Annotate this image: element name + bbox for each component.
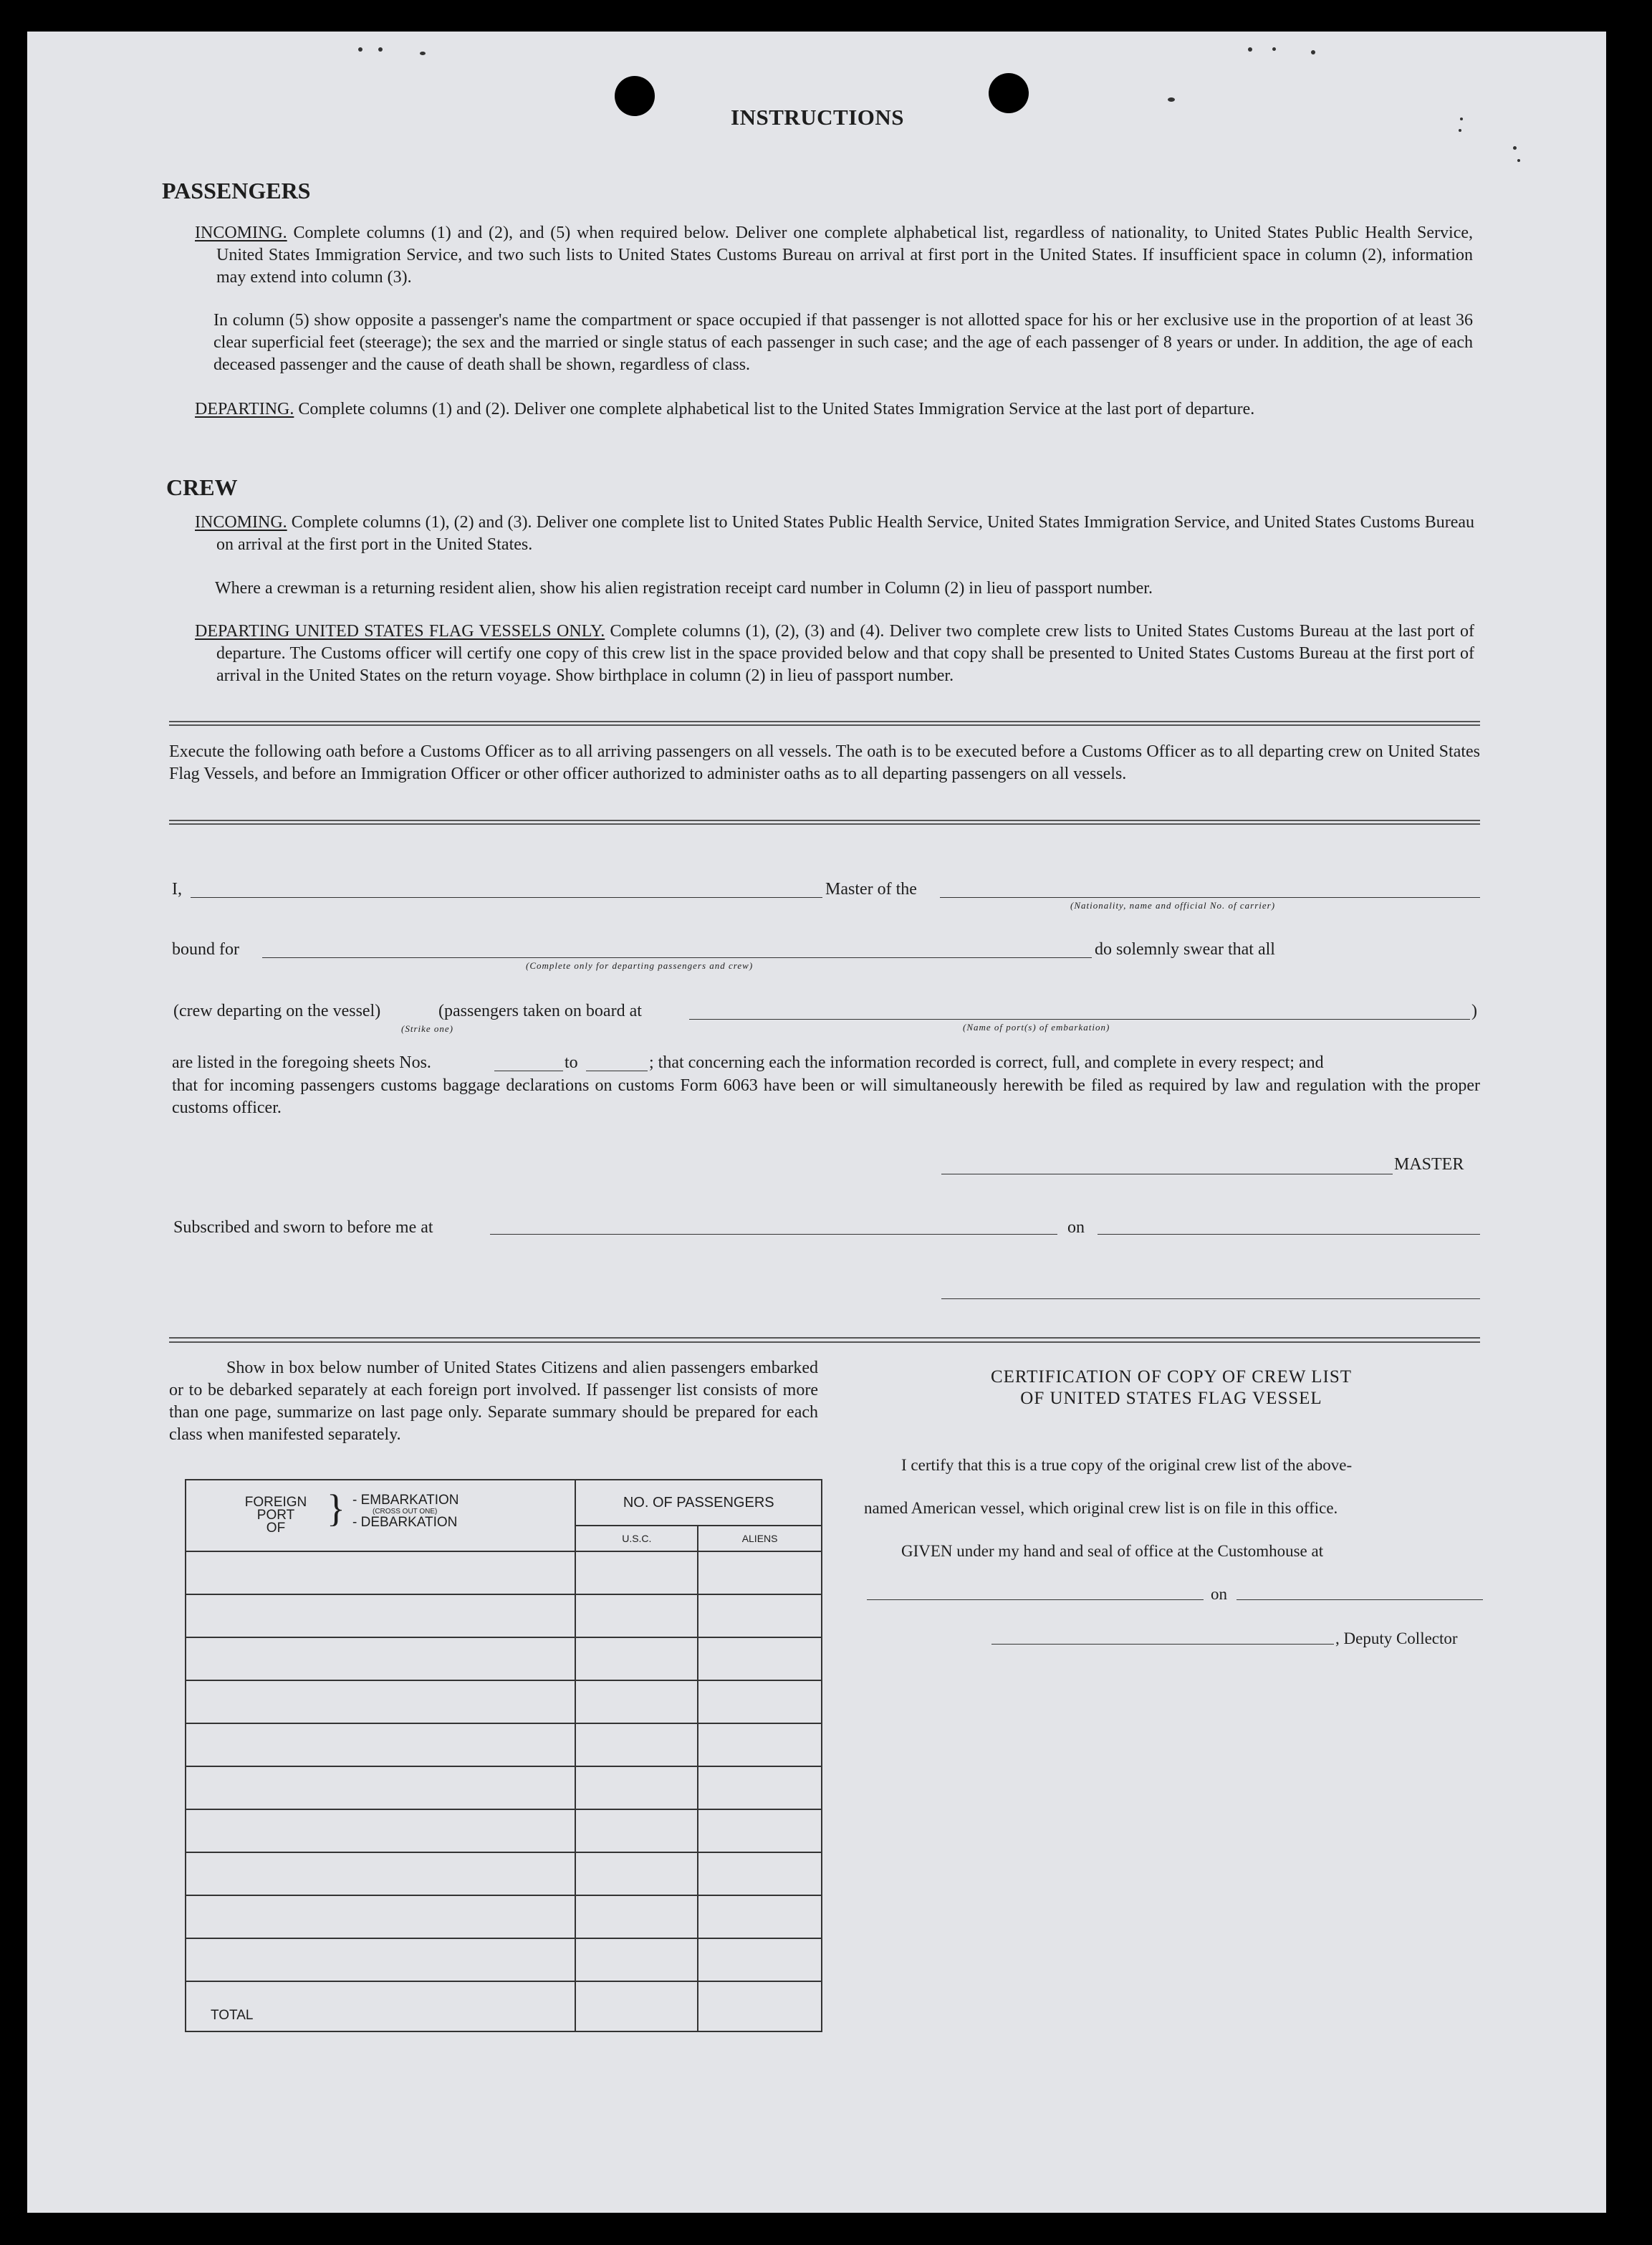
passenger-summary-table [185, 1479, 822, 2032]
passengers-column5: In column (5) show opposite a passenger's name the compartment or space occupied if that passenger is not allotted space for his or her exclusive use in the proportion of at least 36 clear superficial feet (steerage); the sex and the married or single status of each passenger in such case; and the age of each passenger of 8 years or under. In addition, the age of each deceased passenger and the cause of death shall be shown, regardless of class. [213, 311, 1473, 374]
passengers-incoming-text: Complete columns (1) and (2), and (5) when required below. Deliver one complete alphabetical list, regardless of nationality, to United States Public Health Service, United States Immigration Service, and two such lists to United States Customs Bureau on arrival at first port in the United States. If insufficient space in column (2), information may extend into column (3). [216, 224, 1473, 287]
embark-debark-header [352, 1493, 459, 1530]
usc-header: U.S.C. [575, 1526, 698, 1551]
aliens-cell[interactable] [698, 1895, 822, 1938]
crew-resident: Where a crewman is a returning resident alien, show his alien registration receipt card number in Column (2) in lieu of passport number. [215, 579, 1153, 598]
strike-one-caption: (Strike one) [401, 1023, 454, 1034]
no-passengers-header: NO. OF PASSENGERS [575, 1480, 822, 1526]
cross-out-note: (CROSS OUT ONE) [373, 1508, 438, 1516]
speck [358, 47, 362, 52]
usc-cell[interactable] [575, 1594, 698, 1637]
passengers-departing-label: DEPARTING. [195, 400, 294, 418]
port-header-of: OF [266, 1521, 286, 1536]
usc-total-cell[interactable] [575, 1981, 698, 2031]
port-cell[interactable] [186, 1680, 575, 1723]
usc-cell[interactable] [575, 1723, 698, 1766]
listed-to: to [565, 1053, 578, 1072]
speck [1460, 118, 1463, 120]
divider-bottom [169, 1337, 1480, 1339]
certification-title-a: CERTIFICATION OF COPY OF CREW LIST [990, 1367, 1353, 1387]
punch-hole-left [615, 76, 655, 116]
total-cell [186, 1981, 575, 2031]
speck [1459, 129, 1461, 132]
crew-incoming-text: Complete columns (1), (2) and (3). Deliver one complete list to United States Public Health Service, United States Immigration Service, and United States Customs Bureau on arrival at the first port in the United States. [216, 513, 1474, 554]
port-cell[interactable] [186, 1723, 575, 1766]
usc-cell[interactable] [575, 1637, 698, 1680]
passengers-departing-text: Complete columns (1) and (2). Deliver one complete alphabetical list to the United States Immigration Service at the last port of departure. [294, 400, 1255, 418]
passengers-heading: PASSENGERS [162, 178, 311, 204]
speck [420, 52, 426, 55]
speck [378, 47, 383, 52]
master-of-label: Master of the [825, 880, 917, 899]
carrier-field[interactable] [940, 897, 1480, 898]
bound-for-field[interactable] [262, 957, 1092, 958]
certify-text-a: I certify that this is a true copy of the original crew list of the above- [901, 1456, 1353, 1474]
usc-cell[interactable] [575, 1852, 698, 1895]
speck [1513, 146, 1517, 150]
deputy-collector-label: , Deputy Collector [1335, 1629, 1458, 1647]
brace-icon: } [327, 1487, 345, 1530]
usc-cell[interactable] [575, 1895, 698, 1938]
embarkation-label[interactable]: - EMBARKATION [352, 1493, 459, 1508]
crew-departing [195, 621, 1474, 687]
bound-for-label: bound for [172, 940, 239, 959]
cert-on-label: on [1211, 1585, 1227, 1603]
speck [1248, 47, 1252, 52]
port-cell[interactable] [186, 1809, 575, 1852]
aliens-header: ALIENS [698, 1526, 822, 1551]
sworn-on-label: on [1067, 1218, 1085, 1237]
listed-sheets-b: ; that concerning each the information recorded is correct, full, and complete in every respect; and [649, 1053, 1324, 1072]
aliens-cell[interactable] [698, 1766, 822, 1809]
close-paren: ) [1471, 1002, 1477, 1020]
crew-incoming-label: INCOMING. [195, 513, 287, 532]
port-caption: (Name of port(s) of embarkation) [963, 1022, 1110, 1033]
certify-text-b: named American vessel, which original crew list is on file in this office. [864, 1499, 1338, 1517]
bound-for-caption: (Complete only for departing passengers and crew) [526, 960, 754, 971]
aliens-cell[interactable] [698, 1637, 822, 1680]
officer-signature-field[interactable] [941, 1298, 1480, 1299]
port-header [236, 1496, 315, 1535]
punch-hole-right [989, 73, 1029, 113]
divider-double [169, 721, 1480, 726]
usc-cell[interactable] [575, 1766, 698, 1809]
crew-departing-text: Complete columns (1), (2), (3) and (4). Deliver two complete crew lists to United States Customs Bureau at the last port of departure. The Customs officer will certify one copy of this crew list in the space provided below and that copy shall be presented to United States Customs Bureau at the first port of arrival in the United States on the return voyage. Show birthplace in column (2) in lieu of passport number. [216, 622, 1474, 685]
swear-label: do solemnly swear that all [1095, 940, 1275, 959]
debarkation-label[interactable]: - DEBARKATION [352, 1515, 458, 1530]
usc-cell[interactable] [575, 1680, 698, 1723]
page-title: INSTRUCTIONS [731, 105, 905, 130]
passengers-incoming [195, 222, 1473, 289]
embarkation-port-field[interactable] [689, 1019, 1470, 1020]
cert-date-field[interactable] [1236, 1599, 1483, 1600]
speck [1311, 50, 1315, 54]
usc-cell[interactable] [575, 1809, 698, 1852]
passengers-incoming-label: INCOMING. [195, 224, 287, 242]
port-header-port: PORT [256, 1508, 295, 1523]
aliens-cell[interactable] [698, 1938, 822, 1981]
aliens-cell[interactable] [698, 1551, 822, 1594]
given-text: GIVEN under my hand and seal of office at the Customhouse at [901, 1542, 1324, 1560]
aliens-cell[interactable] [698, 1852, 822, 1895]
master-name-field[interactable] [191, 897, 822, 898]
speck [1272, 47, 1276, 51]
crew-departing-label: DEPARTING UNITED STATES FLAG VESSELS ONLY. [195, 622, 605, 641]
crew-heading: CREW [166, 474, 238, 500]
summary-note: Show in box below number of United States Citizens and alien passengers embarked or to be debarked separately at each foreign port involved. If passenger list consists of more than one page, summarize on last page only. Separate summary should be prepared for each class when manifested separately. [169, 1359, 818, 1444]
crew-incoming [195, 512, 1474, 556]
certification-title-b: OF UNITED STATES FLAG VESSEL [1020, 1389, 1322, 1408]
aliens-cell[interactable] [698, 1723, 822, 1766]
port-cell[interactable] [186, 1895, 575, 1938]
sworn-date-field[interactable] [1098, 1234, 1480, 1235]
aliens-cell[interactable] [698, 1680, 822, 1723]
speck [1168, 97, 1175, 102]
passengers-taken-option[interactable]: (passengers taken on board at [438, 1002, 642, 1020]
deputy-signature-field[interactable] [991, 1644, 1334, 1645]
port-header-cell [186, 1480, 575, 1551]
usc-cell[interactable] [575, 1938, 698, 1981]
listed-sheets-c: that for incoming passengers customs baggage declarations on customs Form 6063 have been or will simultaneously herewith be filed as required by law and regulation with the proper customs officer. [172, 1076, 1480, 1117]
port-cell[interactable] [186, 1766, 575, 1809]
aliens-cell[interactable] [698, 1594, 822, 1637]
port-cell[interactable] [186, 1852, 575, 1895]
customhouse-field[interactable] [867, 1599, 1204, 1600]
divider-bottom-2 [169, 1341, 1480, 1343]
passengers-departing [195, 398, 1473, 421]
aliens-total-cell[interactable] [698, 1981, 822, 2031]
carrier-caption: (Nationality, name and official No. of carrier) [1070, 900, 1276, 911]
port-cell[interactable] [186, 1637, 575, 1680]
port-header-foreign: FOREIGN [244, 1495, 307, 1510]
port-cell[interactable] [186, 1594, 575, 1637]
oath-intro: Execute the following oath before a Customs Officer as to all arriving passengers on all vessels. The oath is to be executed before a Customs Officer as to all departing crew on United States Flag Vessels, and before an Immigration Officer or other officer authorized to administer oaths as to all departing passengers on all vessels. [169, 742, 1480, 783]
crew-departing-option[interactable]: (crew departing on the vessel) [173, 1002, 381, 1020]
aliens-cell[interactable] [698, 1809, 822, 1852]
divider-double [169, 820, 1480, 825]
port-cell[interactable] [186, 1551, 575, 1594]
master-label: MASTER [1394, 1155, 1464, 1174]
listed-sheets-a: are listed in the foregoing sheets Nos. [172, 1053, 431, 1072]
usc-cell[interactable] [575, 1551, 698, 1594]
total-label: TOTAL [211, 2008, 254, 2023]
oath-i-label: I, [172, 880, 182, 899]
speck [1517, 159, 1520, 162]
subscribed-label: Subscribed and sworn to before me at [173, 1218, 433, 1237]
port-cell[interactable] [186, 1938, 575, 1981]
sworn-place-field[interactable] [490, 1234, 1057, 1235]
